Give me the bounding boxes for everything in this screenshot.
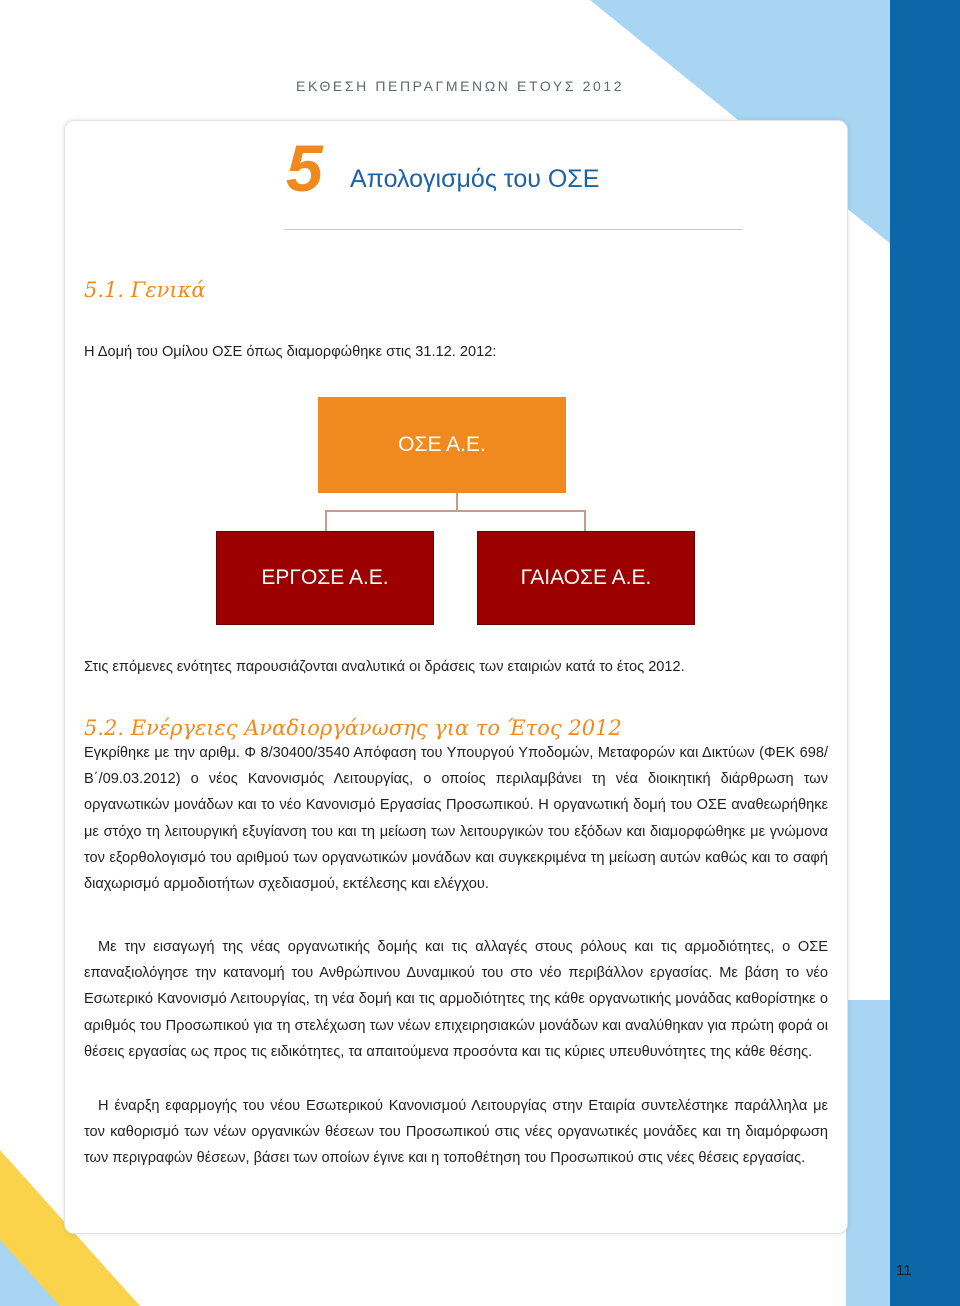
org-box-parent: ΟΣΕ Α.Ε. <box>318 397 566 493</box>
org-connector-left <box>325 510 327 531</box>
section-heading-reorganization: 5.2. Ενέργειες Αναδιοργάνωσης για το Έτος 2012 <box>84 716 622 740</box>
reorganization-paragraph-2: Με την εισαγωγή της νέας οργανωτικής δομής και τις αλλαγές στους ρόλους και τις αρμοδιότητες, ο ΟΣΕ επαναξιολόγησε την κατανομή του Ανθρώπινου Δυναμικού του στο νέο περιβάλλον εργασίας. Με βάση το νέο Εσωτερικό Κανονισμό Λειτουργίας, τη νέα δομή και τις αρμοδιότητες της κάθε οργανωτικής μονάδας καθορίστηκε ο αριθμός του Προσωπικού για τη στελέχωση των νέων επιχειρησιακών μονάδων και αναλύθηκαν για πρώτη φορά οι θέσεις εργασίας ως προς τις ειδικότητες, τα απαιτούμενα προσόντα και τις κύριες υπευθυνότητες της κάθε θέσης. <box>84 939 828 1060</box>
org-connector-right <box>584 510 586 531</box>
page-number: 11 <box>896 1262 912 1279</box>
org-box-ergose: ΕΡΓΟΣΕ Α.Ε. <box>216 531 434 625</box>
org-connector-horizontal <box>325 510 586 512</box>
chapter-title: Απολογισμός του ΟΣΕ <box>350 165 600 193</box>
chapter-number: 5 <box>286 131 323 205</box>
reorganization-paragraph-3: Η έναρξη εφαρμογής του νέου Εσωτερικού Κανονισμού Λειτουργίας στην Εταιρία συντελέστηκε παράλληλα με τον καθορισμό των νέων οργανικών θέσεων του Προσωπικού στις νέες οργανωτικές μονάδες και τη διαμόρφωση των περιγραφών θέσεων, βάσει των οποίων έγινε και η τοποθέτηση του Προσωπικού στις νέες θέσεις εργασίας. <box>84 1098 828 1167</box>
section-heading-general: 5.1. Γενικά <box>84 278 206 302</box>
light-blue-side-triangle <box>846 1000 890 1306</box>
dark-blue-side-band <box>890 0 960 1306</box>
report-header: ΕΚΘΕΣΗ ΠΕΠΡΑΓΜΕΝΩΝ ΕΤΟΥΣ 2012 <box>296 78 625 94</box>
org-structure-intro: Η Δομή του Ομίλου ΟΣΕ όπως διαμορφώθηκε στις 31.12. 2012: <box>84 344 497 360</box>
reorganization-paragraph-1: Εγκρίθηκε με την αριθμ. Φ 8/30400/3540 Απόφαση του Υπουργού Υποδομών, Μεταφορών και Δικτύων (ΦΕΚ 698/Β΄/09.03.2012) ο νέος Κανονισμός Λειτουργίας, ο οποίος περιλαμβάνει τη νέα διοικητική διάρθρωση των οργανωτικών μονάδων και το νέο Κανονισμό Εργασίας Προσωπικού. Η οργανωτική δομή του ΟΣΕ αναθεωρήθηκε με στόχο τη λειτουργική εξυγίανση του και τη μείωση των λειτουργικών του εξόδων και διαμορφώθηκε με γνώμονα τον εξορθολογισμό του αριθμού των οργανωτικών μονάδων και συγκεκριμένα τη μείωση αυτών καθώς και το σαφή διαχωρισμό αρμοδιοτήτων σχεδιασμού, εκτέλεσης και ελέγχου. <box>84 745 828 893</box>
org-structure-outro: Στις επόμενες ενότητες παρουσιάζονται αναλυτικά οι δράσεις των εταιριών κατά το έτος 2012. <box>84 659 685 675</box>
org-box-gaiaose: ΓΑΙΑΟΣΕ Α.Ε. <box>477 531 695 625</box>
title-divider <box>284 229 742 230</box>
org-connector-vertical <box>456 493 458 511</box>
